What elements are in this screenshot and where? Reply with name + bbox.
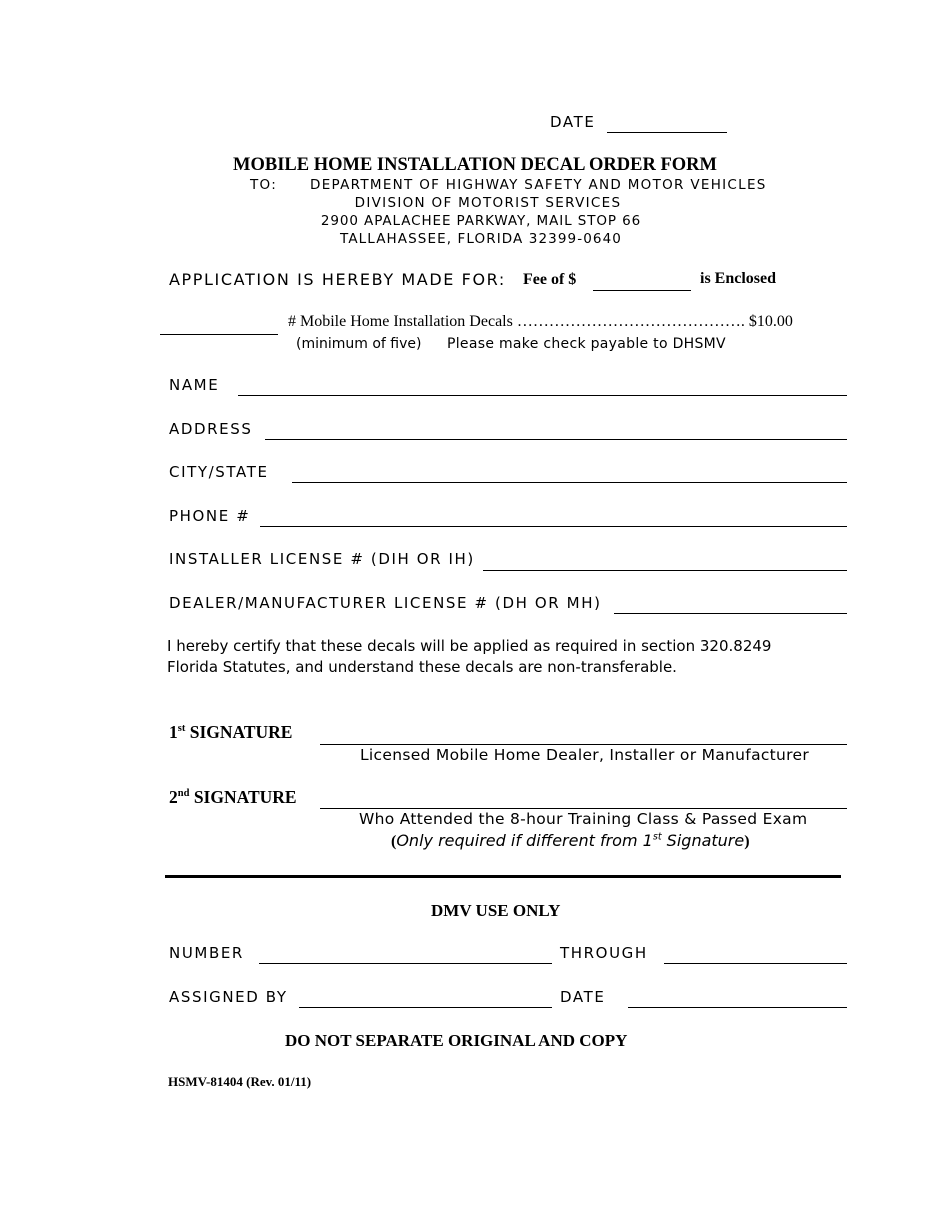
fee-amount-field[interactable] bbox=[593, 290, 691, 291]
city-state-field[interactable] bbox=[292, 482, 847, 483]
name-field[interactable] bbox=[238, 395, 847, 396]
signature-2-caption: Who Attended the 8-hour Training Class & Passed Exam bbox=[359, 810, 808, 828]
form-title: MOBILE HOME INSTALLATION DECAL ORDER FORM bbox=[233, 155, 717, 175]
installer-license-field[interactable] bbox=[483, 570, 847, 571]
name-label: NAME bbox=[169, 376, 220, 394]
dmv-date-field[interactable] bbox=[628, 1007, 847, 1008]
signature-2-field[interactable] bbox=[320, 808, 847, 809]
department-line: DEPARTMENT OF HIGHWAY SAFETY AND MOTOR VEHICLES bbox=[310, 177, 767, 193]
application-label: APPLICATION IS HEREBY MADE FOR: bbox=[169, 270, 506, 289]
signature-2-label: 2nd SIGNATURE bbox=[169, 787, 297, 807]
city-line: TALLAHASSEE, FLORIDA 32399-0640 bbox=[340, 231, 622, 247]
section-divider bbox=[165, 875, 841, 878]
address-field[interactable] bbox=[265, 439, 847, 440]
decal-quantity-field[interactable] bbox=[160, 334, 278, 335]
installer-license-label: INSTALLER LICENSE # (DIH OR IH) bbox=[169, 550, 475, 568]
dmv-number-field[interactable] bbox=[259, 963, 552, 964]
enclosed-label: is Enclosed bbox=[700, 270, 777, 287]
division-line: DIVISION OF MOTORIST SERVICES bbox=[354, 195, 622, 211]
certification-line-1: I hereby certify that these decals will be applied as required in section 320.8249 bbox=[167, 637, 772, 655]
dmv-date-label: DATE bbox=[560, 988, 606, 1006]
to-label: TO: bbox=[250, 177, 278, 193]
form-id: HSMV-81404 (Rev. 01/11) bbox=[168, 1074, 312, 1089]
signature-1-field[interactable] bbox=[320, 744, 847, 745]
certification-line-2: Florida Statutes, and understand these decals are non-transferable. bbox=[167, 658, 677, 676]
decals-label: # Mobile Home Installation Decals ……………………………………. $10.00 bbox=[288, 313, 793, 330]
fee-label: Fee of $ bbox=[523, 271, 577, 288]
address-label: ADDRESS bbox=[169, 420, 253, 438]
signature-2-note: (Only required if different from 1st Signature) bbox=[391, 831, 750, 850]
date-field[interactable] bbox=[607, 132, 727, 133]
city-state-label: CITY/STATE bbox=[169, 463, 269, 481]
phone-field[interactable] bbox=[260, 526, 847, 527]
date-label: DATE bbox=[550, 113, 596, 131]
dealer-license-label: DEALER/MANUFACTURER LICENSE # (DH OR MH) bbox=[169, 594, 602, 612]
dealer-license-field[interactable] bbox=[614, 613, 847, 614]
dmv-heading: DMV USE ONLY bbox=[431, 901, 561, 920]
payable-note: Please make check payable to DHSMV bbox=[447, 336, 726, 352]
dmv-through-label: THROUGH bbox=[560, 944, 648, 962]
signature-1-label: 1st SIGNATURE bbox=[169, 722, 293, 742]
minimum-note: (minimum of five) bbox=[296, 336, 422, 352]
dmv-through-field[interactable] bbox=[664, 963, 847, 964]
dmv-assigned-by-field[interactable] bbox=[299, 1007, 552, 1008]
dmv-number-label: NUMBER bbox=[169, 944, 244, 962]
street-line: 2900 APALACHEE PARKWAY, MAIL STOP 66 bbox=[320, 213, 642, 229]
signature-1-caption: Licensed Mobile Home Dealer, Installer or Manufacturer bbox=[360, 746, 810, 764]
dmv-assigned-by-label: ASSIGNED BY bbox=[169, 988, 288, 1006]
separation-warning: DO NOT SEPARATE ORIGINAL AND COPY bbox=[285, 1031, 628, 1050]
phone-label: PHONE # bbox=[169, 507, 251, 525]
